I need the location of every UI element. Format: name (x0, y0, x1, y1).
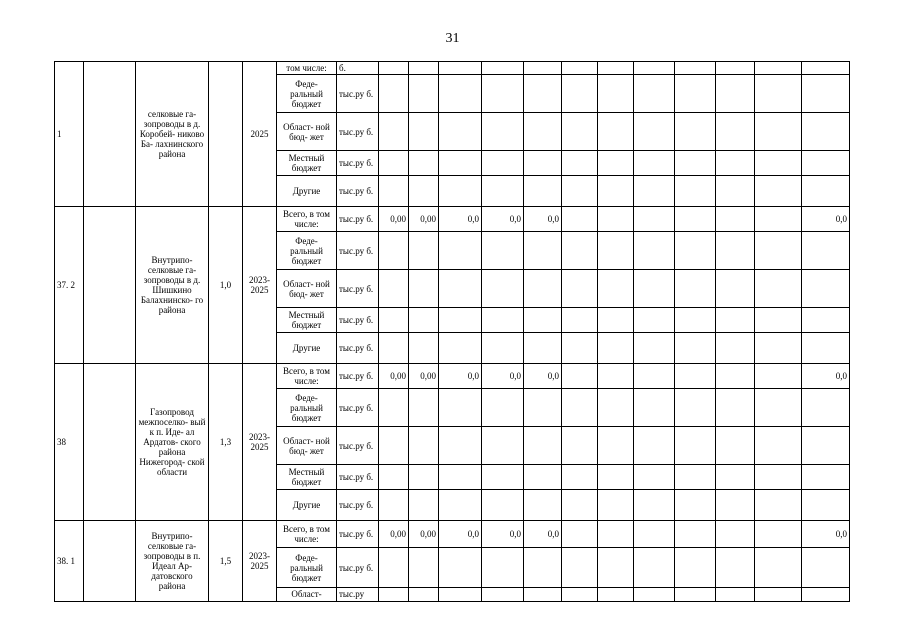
empty-cell (598, 207, 634, 232)
object-length (209, 62, 243, 207)
table-row (55, 364, 850, 389)
empty-cell (439, 548, 482, 587)
empty-cell (524, 75, 562, 113)
empty-cell (439, 389, 482, 427)
empty-cell (598, 75, 634, 113)
empty-cell (84, 364, 136, 521)
empty-cell (755, 521, 802, 548)
empty-cell (409, 389, 439, 427)
empty-cell (562, 587, 598, 601)
units-label: тыс.ру б. (337, 389, 379, 427)
empty-cell (598, 587, 634, 601)
empty-cell (598, 490, 634, 521)
empty-cell (524, 587, 562, 601)
empty-cell (675, 270, 716, 308)
empty-cell (802, 548, 850, 587)
empty-cell (379, 308, 409, 333)
empty-cell (562, 113, 598, 151)
empty-cell (439, 75, 482, 113)
empty-cell (562, 308, 598, 333)
empty-cell (802, 389, 850, 427)
empty-cell (409, 75, 439, 113)
empty-cell (409, 490, 439, 521)
implementation-period: 2025 (243, 62, 277, 207)
value-cell: 0,0 (524, 207, 562, 232)
funding-source-label: Местный бюджет (277, 151, 337, 176)
units-label: тыс.ру б. (337, 427, 379, 465)
table-row (55, 62, 850, 75)
empty-cell (409, 308, 439, 333)
empty-cell (482, 548, 524, 587)
empty-cell (598, 521, 634, 548)
empty-cell (716, 587, 755, 601)
empty-cell (716, 232, 755, 270)
funding-source-label: Другие (277, 490, 337, 521)
units-label: тыс.ру б. (337, 308, 379, 333)
empty-cell (482, 465, 524, 490)
empty-cell (755, 465, 802, 490)
empty-cell (482, 389, 524, 427)
units-label: тыс.ру б. (337, 521, 379, 548)
empty-cell (562, 270, 598, 308)
implementation-period: 2023- 2025 (243, 364, 277, 521)
empty-cell (634, 151, 675, 176)
funding-source-label: Област- (277, 587, 337, 601)
empty-cell (755, 176, 802, 207)
empty-cell (716, 207, 755, 232)
empty-cell (524, 151, 562, 176)
empty-cell (716, 308, 755, 333)
empty-cell (802, 113, 850, 151)
empty-cell (598, 308, 634, 333)
empty-cell (598, 333, 634, 364)
empty-cell (482, 176, 524, 207)
value-cell: 0,0 (482, 364, 524, 389)
empty-cell (675, 308, 716, 333)
funding-source-label: Феде- ральный бюджет (277, 232, 337, 270)
empty-cell (598, 232, 634, 270)
value-cell: 0,00 (409, 364, 439, 389)
empty-cell (675, 364, 716, 389)
empty-cell (716, 62, 755, 75)
value-cell: 0,0 (524, 364, 562, 389)
value-cell: 0,0 (802, 521, 850, 548)
empty-cell (802, 490, 850, 521)
empty-cell (675, 427, 716, 465)
empty-cell (562, 75, 598, 113)
value-cell: 0,0 (482, 207, 524, 232)
empty-cell (755, 490, 802, 521)
value-cell: 0,0 (482, 521, 524, 548)
empty-cell (755, 548, 802, 587)
row-number: 37. 2 (55, 207, 84, 364)
empty-cell (562, 427, 598, 465)
empty-cell (379, 75, 409, 113)
empty-cell (524, 176, 562, 207)
empty-cell (439, 151, 482, 176)
empty-cell (802, 176, 850, 207)
funding-source-label: Другие (277, 333, 337, 364)
empty-cell (802, 308, 850, 333)
empty-cell (802, 75, 850, 113)
empty-cell (716, 270, 755, 308)
empty-cell (634, 270, 675, 308)
empty-cell (634, 176, 675, 207)
empty-cell (755, 151, 802, 176)
empty-cell (634, 389, 675, 427)
units-label: тыс.ру б. (337, 333, 379, 364)
empty-cell (755, 113, 802, 151)
empty-cell (802, 587, 850, 601)
empty-cell (716, 389, 755, 427)
object-length: 1,5 (209, 521, 243, 602)
empty-cell (84, 521, 136, 602)
empty-cell (379, 151, 409, 176)
units-label: тыс.ру б. (337, 548, 379, 587)
empty-cell (482, 75, 524, 113)
empty-cell (409, 151, 439, 176)
empty-cell (482, 333, 524, 364)
empty-cell (675, 151, 716, 176)
empty-cell (675, 75, 716, 113)
empty-cell (482, 270, 524, 308)
empty-cell (634, 333, 675, 364)
empty-cell (716, 75, 755, 113)
empty-cell (675, 232, 716, 270)
value-cell: 0,0 (439, 207, 482, 232)
empty-cell (755, 427, 802, 465)
page-number: 31 (445, 31, 460, 46)
value-cell: 0,00 (379, 521, 409, 548)
empty-cell (675, 113, 716, 151)
empty-cell (439, 113, 482, 151)
empty-cell (675, 490, 716, 521)
empty-cell (524, 308, 562, 333)
row-number: 38 (55, 364, 84, 521)
empty-cell (598, 176, 634, 207)
funding-source-label: Област- ной бюд- жет (277, 113, 337, 151)
empty-cell (634, 465, 675, 490)
empty-cell (379, 490, 409, 521)
object-length: 1,3 (209, 364, 243, 521)
empty-cell (634, 113, 675, 151)
value-cell (802, 62, 850, 75)
empty-cell (675, 333, 716, 364)
value-cell (379, 62, 409, 75)
empty-cell (409, 465, 439, 490)
empty-cell (755, 207, 802, 232)
empty-cell (524, 465, 562, 490)
value-cell: 0,00 (379, 207, 409, 232)
funding-source-label: Местный бюджет (277, 465, 337, 490)
empty-cell (755, 308, 802, 333)
value-cell: 0,0 (524, 521, 562, 548)
empty-cell (562, 465, 598, 490)
empty-cell (482, 232, 524, 270)
empty-cell (562, 364, 598, 389)
table-row (55, 207, 850, 232)
row-number: 38. 1 (55, 521, 84, 602)
empty-cell (634, 521, 675, 548)
empty-cell (409, 113, 439, 151)
empty-cell (562, 176, 598, 207)
funding-source-label: том числе: (277, 62, 337, 75)
empty-cell (755, 270, 802, 308)
empty-cell (716, 364, 755, 389)
empty-cell (634, 75, 675, 113)
value-cell (524, 62, 562, 75)
row-number: 1 (55, 62, 84, 207)
funding-source-label: Феде- ральный бюджет (277, 389, 337, 427)
units-label: тыс.ру б. (337, 364, 379, 389)
empty-cell (379, 548, 409, 587)
empty-cell (439, 176, 482, 207)
empty-cell (755, 389, 802, 427)
empty-cell (562, 151, 598, 176)
empty-cell (379, 270, 409, 308)
funding-source-label: Местный бюджет (277, 308, 337, 333)
empty-cell (755, 587, 802, 601)
empty-cell (675, 62, 716, 75)
empty-cell (716, 176, 755, 207)
empty-cell (482, 151, 524, 176)
object-name: селковые га- зопроводы в д. Коробей- никово Ба- лахнинского района (136, 62, 209, 207)
empty-cell (562, 490, 598, 521)
empty-cell (439, 308, 482, 333)
funding-source-label: Всего, в том числе: (277, 207, 337, 232)
value-cell: 0,00 (379, 364, 409, 389)
units-label: тыс.ру (337, 587, 379, 601)
empty-cell (439, 465, 482, 490)
empty-cell (482, 113, 524, 151)
empty-cell (409, 270, 439, 308)
empty-cell (379, 232, 409, 270)
empty-cell (562, 207, 598, 232)
empty-cell (409, 333, 439, 364)
empty-cell (755, 364, 802, 389)
units-label: тыс.ру б. (337, 176, 379, 207)
value-cell: 0,0 (439, 364, 482, 389)
empty-cell (379, 587, 409, 601)
empty-cell (755, 333, 802, 364)
empty-cell (634, 364, 675, 389)
empty-cell (716, 521, 755, 548)
empty-cell (524, 389, 562, 427)
funding-source-label: Всего, в том числе: (277, 521, 337, 548)
empty-cell (675, 465, 716, 490)
object-name: Газопровод межпоселко- вый к п. Иде- ал Ардатов- ского района Нижегород- ской области (136, 364, 209, 521)
empty-cell (802, 270, 850, 308)
empty-cell (524, 270, 562, 308)
units-label: б. (337, 62, 379, 75)
funding-source-label: Област- ной бюд- жет (277, 427, 337, 465)
empty-cell (439, 333, 482, 364)
empty-cell (524, 548, 562, 587)
units-label: тыс.ру б. (337, 207, 379, 232)
empty-cell (439, 232, 482, 270)
empty-cell (562, 232, 598, 270)
funding-table (54, 61, 850, 602)
units-label: тыс.ру б. (337, 270, 379, 308)
empty-cell (634, 207, 675, 232)
empty-cell (562, 62, 598, 75)
empty-cell (634, 232, 675, 270)
empty-cell (598, 62, 634, 75)
empty-cell (439, 490, 482, 521)
value-cell: 0,00 (409, 521, 439, 548)
empty-cell (675, 548, 716, 587)
units-label: тыс.ру б. (337, 75, 379, 113)
empty-cell (675, 521, 716, 548)
empty-cell (562, 333, 598, 364)
empty-cell (562, 389, 598, 427)
units-label: тыс.ру б. (337, 490, 379, 521)
empty-cell (716, 427, 755, 465)
empty-cell (379, 465, 409, 490)
empty-cell (675, 176, 716, 207)
empty-cell (482, 427, 524, 465)
empty-cell (716, 465, 755, 490)
empty-cell (524, 232, 562, 270)
implementation-period: 2023- 2025 (243, 521, 277, 602)
empty-cell (598, 113, 634, 151)
empty-cell (634, 308, 675, 333)
empty-cell (379, 176, 409, 207)
empty-cell (562, 521, 598, 548)
empty-cell (675, 587, 716, 601)
empty-cell (524, 490, 562, 521)
empty-cell (598, 389, 634, 427)
empty-cell (409, 176, 439, 207)
units-label: тыс.ру б. (337, 232, 379, 270)
empty-cell (439, 587, 482, 601)
empty-cell (716, 490, 755, 521)
empty-cell (802, 427, 850, 465)
empty-cell (379, 333, 409, 364)
empty-cell (379, 427, 409, 465)
empty-cell (84, 62, 136, 207)
empty-cell (634, 62, 675, 75)
funding-source-label: Феде- ральный бюджет (277, 548, 337, 587)
empty-cell (716, 548, 755, 587)
funding-source-label: Област- ной бюд- жет (277, 270, 337, 308)
empty-cell (675, 389, 716, 427)
funding-source-label: Всего, в том числе: (277, 364, 337, 389)
empty-cell (634, 548, 675, 587)
units-label: тыс.ру б. (337, 113, 379, 151)
empty-cell (409, 548, 439, 587)
empty-cell (562, 548, 598, 587)
units-label: тыс.ру б. (337, 151, 379, 176)
value-cell: 0,00 (409, 207, 439, 232)
empty-cell (409, 427, 439, 465)
empty-cell (379, 113, 409, 151)
value-cell (439, 62, 482, 75)
empty-cell (482, 490, 524, 521)
object-name: Внутрипо- селковые га- зопроводы в п. Идеал Ар- датовского района (136, 521, 209, 602)
empty-cell (755, 62, 802, 75)
empty-cell (409, 587, 439, 601)
empty-cell (634, 587, 675, 601)
empty-cell (675, 207, 716, 232)
empty-cell (802, 465, 850, 490)
empty-cell (598, 151, 634, 176)
empty-cell (716, 151, 755, 176)
empty-cell (598, 427, 634, 465)
empty-cell (482, 587, 524, 601)
value-cell (482, 62, 524, 75)
empty-cell (598, 465, 634, 490)
value-cell: 0,0 (802, 364, 850, 389)
empty-cell (84, 207, 136, 364)
empty-cell (482, 308, 524, 333)
empty-cell (598, 548, 634, 587)
object-length: 1,0 (209, 207, 243, 364)
empty-cell (524, 427, 562, 465)
empty-cell (634, 427, 675, 465)
value-cell (409, 62, 439, 75)
empty-cell (598, 270, 634, 308)
empty-cell (802, 333, 850, 364)
empty-cell (755, 232, 802, 270)
empty-cell (439, 427, 482, 465)
empty-cell (598, 364, 634, 389)
units-label: тыс.ру б. (337, 465, 379, 490)
empty-cell (716, 333, 755, 364)
empty-cell (379, 389, 409, 427)
object-name: Внутрипо- селковые га- зопроводы в д. Шишкино Балахнинско- го района (136, 207, 209, 364)
implementation-period: 2023- 2025 (243, 207, 277, 364)
empty-cell (524, 113, 562, 151)
empty-cell (524, 333, 562, 364)
value-cell: 0,0 (802, 207, 850, 232)
empty-cell (439, 270, 482, 308)
empty-cell (802, 151, 850, 176)
funding-source-label: Феде- ральный бюджет (277, 75, 337, 113)
value-cell: 0,0 (439, 521, 482, 548)
empty-cell (755, 75, 802, 113)
table-row (55, 521, 850, 548)
funding-source-label: Другие (277, 176, 337, 207)
empty-cell (634, 490, 675, 521)
empty-cell (716, 113, 755, 151)
empty-cell (802, 232, 850, 270)
empty-cell (409, 232, 439, 270)
